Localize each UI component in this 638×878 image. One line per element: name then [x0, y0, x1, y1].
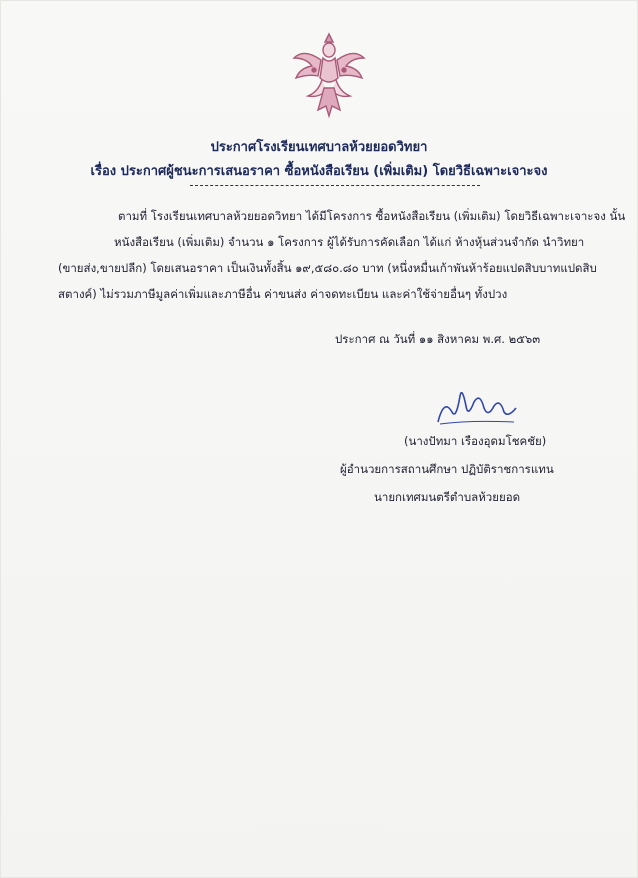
signatory-name: (นางปัทมา เรืองอุดมโชคชัย) [404, 434, 547, 448]
signatory-title: ผู้อำนวยการสถานศึกษา ปฏิบัติราชการแทน [340, 462, 554, 476]
title-divider [190, 185, 480, 186]
announcement-date: ประกาศ ณ วันที่ ๑๑ สิงหาคม พ.ศ. ๒๕๖๓ [335, 332, 541, 346]
body-line-1: ตามที่ โรงเรียนเทศบาลห้วยยอดวิทยา ได้มีโครงการ ซื้อหนังสือเรียน (เพิ่มเติม) โดยวิธีเฉพาะเจาะจง นั้น [118, 209, 626, 223]
signatory-office: นายกเทศมนตรีตำบลห้วยยอด [374, 490, 521, 504]
announcement-subject: เรื่อง ประกาศผู้ชนะการเสนอราคา ซื้อหนังสือเรียน (เพิ่มเติม) โดยวิธีเฉพาะเจาะจง [90, 164, 548, 179]
body-line-3: (ขายส่ง,ขายปลีก) โดยเสนอราคา เป็นเงินทั้งสิ้น ๑๙,๕๘๐.๘๐ บาท (หนึ่งหมื่นเก้าพันห้าร้อยแปดสิบบาทแปดสิบ [58, 261, 597, 275]
announcement-title: ประกาศโรงเรียนเทศบาลห้วยยอดวิทยา [210, 140, 428, 155]
body-line-4: สตางค์) ไม่รวมภาษีมูลค่าเพิ่มและภาษีอื่น ค่าขนส่ง ค่าจดทะเบียน และค่าใช้จ่ายอื่นๆ ทั้งปวง [58, 287, 508, 301]
body-line-2: หนังสือเรียน (เพิ่มเติม) จำนวน ๑ โครงการ ผู้ได้รับการคัดเลือก ได้แก่ ห้างหุ้นส่วนจำกัด นำวิทยา [114, 235, 585, 249]
garuda-emblem-icon [288, 30, 370, 122]
handwritten-signature [430, 378, 522, 430]
